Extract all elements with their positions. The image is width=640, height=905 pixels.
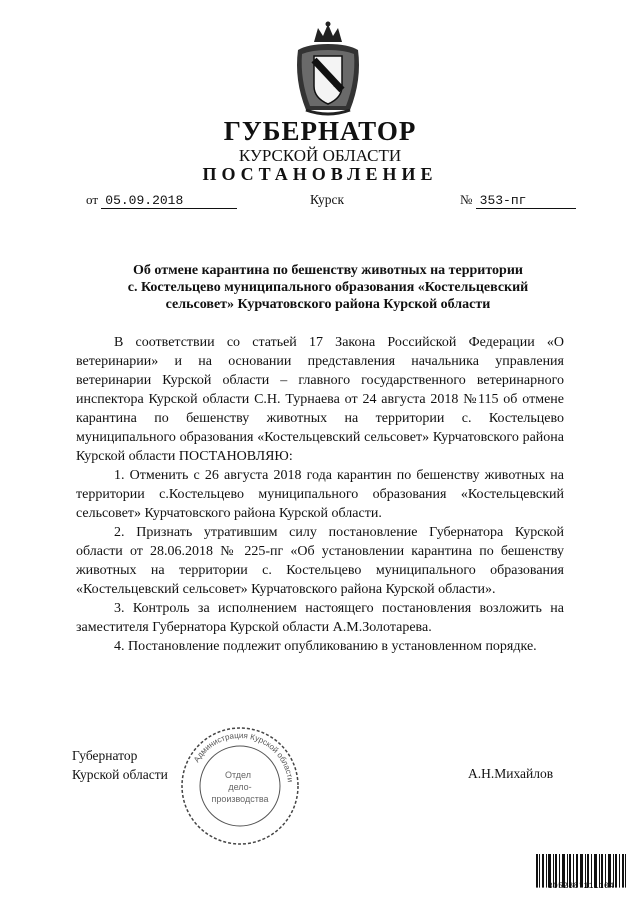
- stamp-center-text: дело-: [228, 782, 252, 792]
- stamp-ring-text: Администрация Курской области: [191, 730, 295, 783]
- issuer-region: КУРСКОЙ ОБЛАСТИ: [238, 146, 402, 165]
- document-body: [76, 333, 564, 656]
- date-value: 05.09.2018: [101, 193, 237, 209]
- title-line: сельсовет» Курчатовского района Курской области: [165, 297, 491, 312]
- document-title: [90, 262, 566, 313]
- office-stamp: [176, 722, 304, 850]
- item-paragraph: 3. Контроль за исполнением настоящего постановления возложить на заместителя Губернатора Курской области А.М.Золотарева.: [76, 601, 564, 635]
- number-prefix: №: [460, 192, 473, 207]
- intro-paragraph: В соответствии со статьей 17 Закона Российской Федерации «О ветеринарии» и на основании представления начальника управления ветеринарии Курской области – главного государственного ветеринарного инспектора Курской области С.Н. Турнаева от 24 августа 2018 №115 об отмене карантина по бешенству животных на территории с. Костельцево муниципального образования «Костельцевский сельсовет» Курчатовского района Курской области ПОСТАНОВЛЯЮ:: [76, 335, 564, 464]
- document-type: ПОСТАНОВЛЕНИЕ: [202, 164, 438, 184]
- item-paragraph: 4. Постановление подлежит опубликованию в установленном порядке.: [114, 639, 537, 654]
- item-paragraph: 2. Признать утратившим силу постановление Губернатора Курской области от 28.06.2018 № 225-пг «Об установлении карантина по бешенству животных на территории с. Костельцево муниципального образования «Костельцевский сельсовет» Курчатовского района Курской области».: [76, 525, 564, 597]
- barcode-number: 305288*111104: [547, 882, 615, 891]
- number-value: 353-пг: [476, 193, 576, 209]
- date-prefix: от: [86, 192, 99, 207]
- signatory-position: [72, 746, 168, 784]
- position-line: Губернатор: [72, 748, 138, 763]
- issuer-title: ГУБЕРНАТОР: [223, 116, 417, 146]
- signatory-name: А.Н.Михайлов: [468, 766, 554, 781]
- number-field: [460, 192, 576, 209]
- stamp-center-text: Отдел: [224, 770, 252, 780]
- date-field: [86, 192, 237, 209]
- stamp-center-text: производства: [211, 794, 269, 804]
- position-line: Курской области: [72, 767, 168, 782]
- title-line: Об отмене карантина по бешенству животных на территории: [133, 263, 523, 278]
- coat-of-arms-icon: [292, 20, 364, 118]
- city: Курск: [310, 192, 345, 207]
- title-line: с. Костельцево муниципального образования «Костельцевский: [127, 280, 529, 295]
- item-paragraph: 1. Отменить с 26 августа 2018 года карантин по бешенству животных на территории с.Костельцево муниципального образования «Костельцевский сельсовет» Курчатовского района Курской области.: [76, 468, 564, 521]
